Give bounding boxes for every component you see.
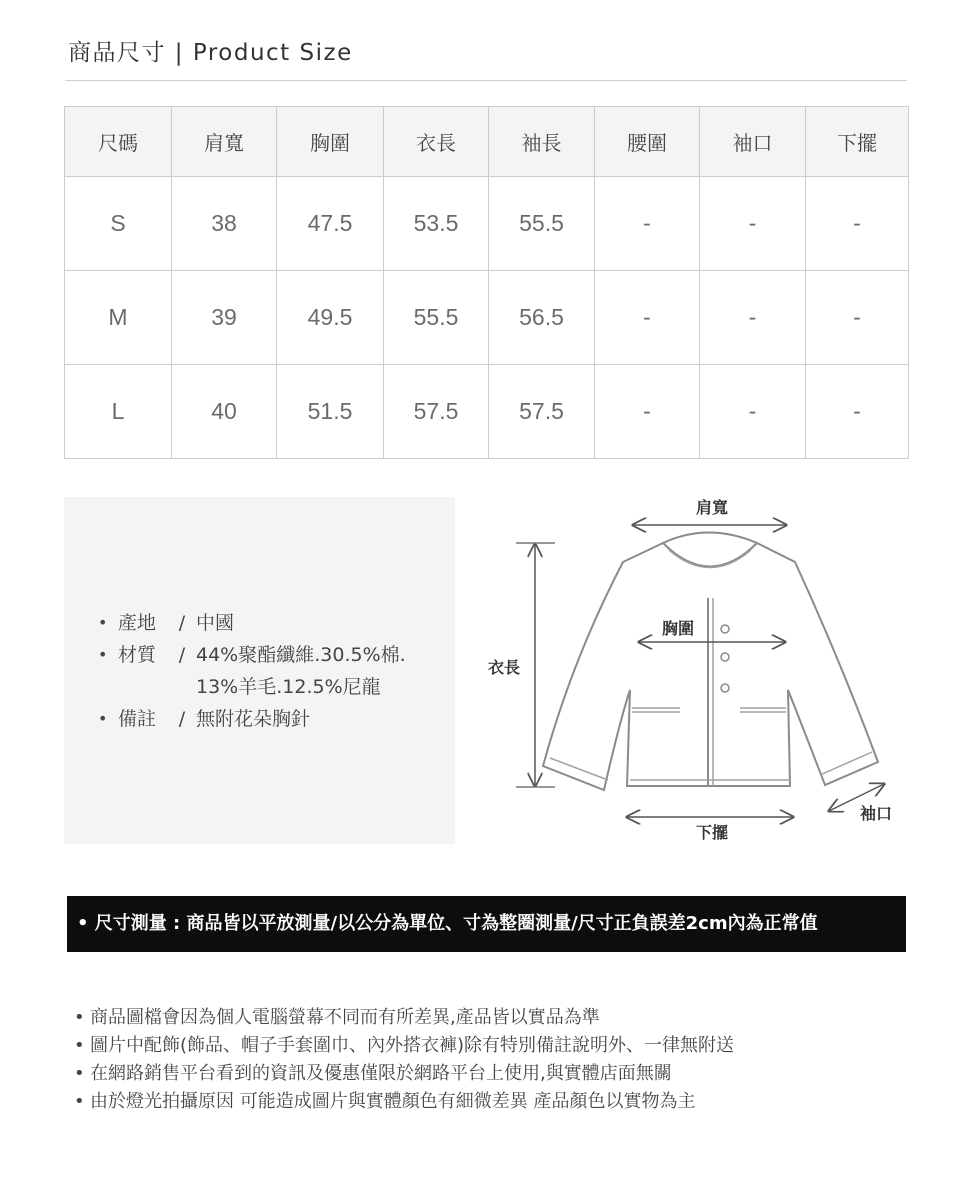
info-value: 中國 bbox=[196, 612, 235, 634]
product-info-panel bbox=[64, 497, 455, 844]
list-item: • 由於燈光拍攝原因 可能造成圖片與實體顏色有細微差異 產品顏色以實物為主 bbox=[74, 1088, 734, 1116]
info-item-origin bbox=[98, 607, 406, 639]
table-cell: 55.5 bbox=[489, 177, 595, 271]
info-separator: / bbox=[178, 644, 186, 666]
table-cell: - bbox=[595, 365, 700, 459]
table-cell: - bbox=[595, 271, 700, 365]
table-cell: 53.5 bbox=[384, 177, 489, 271]
jacket-diagram bbox=[480, 490, 910, 850]
table-cell: - bbox=[700, 177, 806, 271]
list-item: • 商品圖檔會因為個人電腦螢幕不同而有所差異,產品皆以實品為準 bbox=[74, 1004, 734, 1032]
table-cell: S bbox=[65, 177, 172, 271]
list-item: • 在網路銷售平台看到的資訊及優惠僅限於網路平台上使用,與實體店面無關 bbox=[74, 1060, 734, 1088]
chest-label: 胸圍 bbox=[661, 619, 695, 638]
table-cell: - bbox=[595, 177, 700, 271]
shoulder-label: 肩寬 bbox=[695, 498, 729, 517]
table-cell: 57.5 bbox=[489, 365, 595, 459]
info-value: 無附花朵胸針 bbox=[196, 708, 311, 730]
table-cell: 55.5 bbox=[384, 271, 489, 365]
bullet-icon: • bbox=[98, 645, 108, 664]
table-cell: M bbox=[65, 271, 172, 365]
table-cell: - bbox=[806, 271, 909, 365]
table-cell: 38 bbox=[172, 177, 277, 271]
column-header: 下擺 bbox=[806, 107, 909, 177]
table-cell: 39 bbox=[172, 271, 277, 365]
table-cell: 49.5 bbox=[277, 271, 384, 365]
measurement-diagram bbox=[480, 490, 910, 850]
info-label: 產地 bbox=[118, 612, 157, 634]
list-item: • 圖片中配飾(飾品、帽子手套圍巾、內外搭衣褲)除有特別備註說明外、一律無附送 bbox=[74, 1032, 734, 1060]
length-label: 衣長 bbox=[487, 658, 521, 677]
measurement-note-banner: • 尺寸測量 : 商品皆以平放測量/以公分為單位、寸為整圈測量/尺寸正負誤差2cm內為正常值 bbox=[67, 896, 906, 952]
table-cell: 51.5 bbox=[277, 365, 384, 459]
column-header: 尺碼 bbox=[65, 107, 172, 177]
table-cell: - bbox=[806, 365, 909, 459]
column-header: 肩寬 bbox=[172, 107, 277, 177]
column-header: 袖長 bbox=[489, 107, 595, 177]
table-cell: 57.5 bbox=[384, 365, 489, 459]
table-row bbox=[65, 177, 909, 271]
title-divider bbox=[65, 80, 907, 81]
size-table bbox=[64, 106, 909, 459]
info-value: 13%羊毛.12.5%尼龍 bbox=[196, 676, 381, 698]
info-label: 材質 bbox=[118, 644, 157, 666]
bullet-icon: • bbox=[98, 709, 108, 728]
page-title: 商品尺寸 | Product Size bbox=[68, 40, 353, 66]
table-cell: 56.5 bbox=[489, 271, 595, 365]
table-row bbox=[65, 271, 909, 365]
info-item-material bbox=[98, 639, 406, 703]
hem-label: 下擺 bbox=[695, 823, 729, 842]
table-cell: - bbox=[700, 271, 806, 365]
disclaimer-list bbox=[74, 1004, 734, 1116]
column-header: 袖口 bbox=[700, 107, 806, 177]
info-separator: / bbox=[178, 612, 186, 634]
column-header: 衣長 bbox=[384, 107, 489, 177]
info-value: 44%聚酯纖維.30.5%棉. bbox=[196, 644, 406, 666]
cuff-label: 袖口 bbox=[859, 804, 893, 823]
table-cell: L bbox=[65, 365, 172, 459]
info-item-remark bbox=[98, 703, 406, 735]
bullet-icon: • bbox=[98, 613, 108, 632]
table-row bbox=[65, 365, 909, 459]
info-separator: / bbox=[178, 708, 186, 730]
table-cell: 47.5 bbox=[277, 177, 384, 271]
jacket-outline-icon bbox=[543, 533, 878, 791]
table-cell: - bbox=[700, 365, 806, 459]
table-header-row bbox=[65, 107, 909, 177]
column-header: 腰圍 bbox=[595, 107, 700, 177]
table-cell: 40 bbox=[172, 365, 277, 459]
table-cell: - bbox=[806, 177, 909, 271]
info-label: 備註 bbox=[118, 708, 157, 730]
column-header: 胸圍 bbox=[277, 107, 384, 177]
